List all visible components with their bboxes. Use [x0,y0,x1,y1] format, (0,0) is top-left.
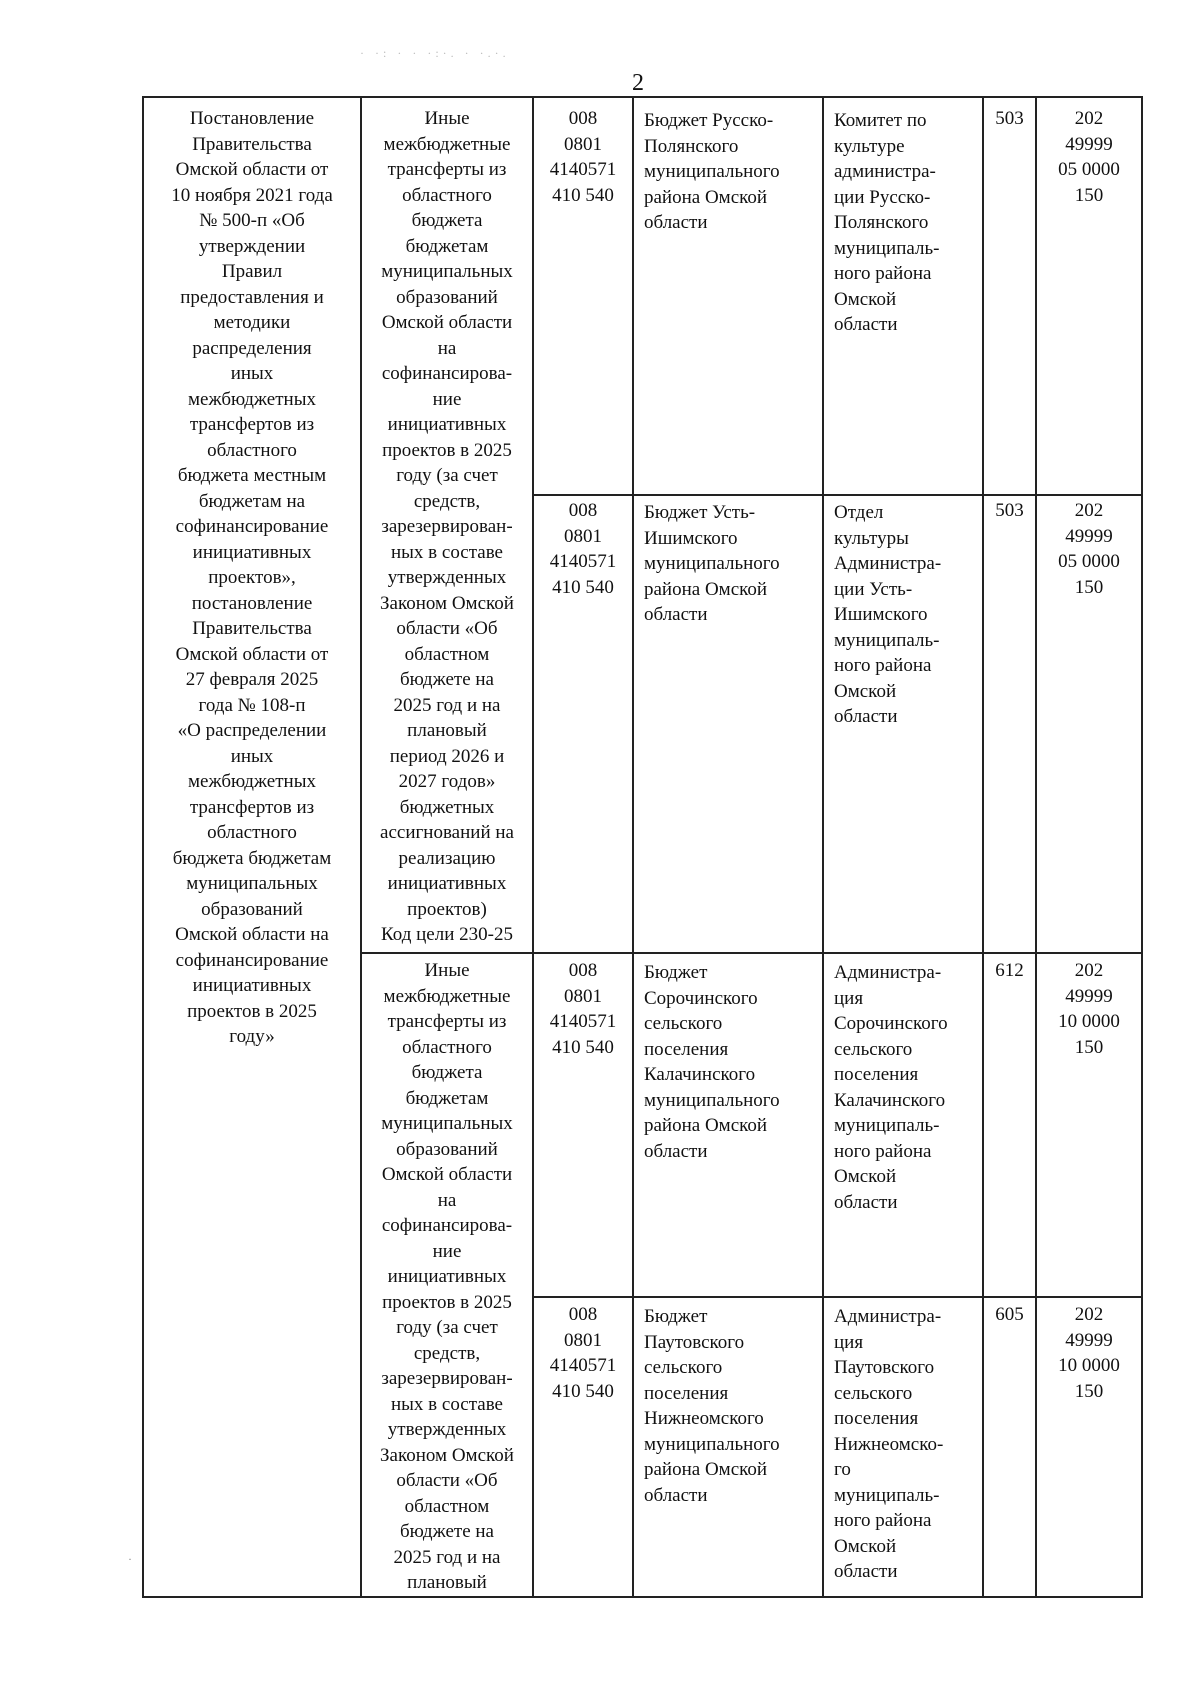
revenue-classification-code: 202 49999 05 0000 150 [1058,108,1120,206]
scan-edge-mark: · [128,1552,132,1566]
transfer-purpose-cell: Иные межбюджетные трансферты из областного бюджета бюджетам муниципальных образований Омской области на софинансирова- ние инициативных проектов в 2025 году (за счет средств, зарезервирован- ных в составе утвержденных Законом Омской области «Об областном бюджете на 2025 год и на плановый период 2026 и 2027 годов» бюджетных ассигнований на реализацию инициативных проектов) Код цели 230-25 [380,108,514,945]
table-border-bottom [142,1596,1143,1598]
recipient-budget-name: Бюджет Сорочинского сельского поселения Калачинского муниципального района Омской области [644,962,780,1162]
scan-noise: · ·: · · ·:·. · ·.·. [360,46,510,60]
legal-basis-cell: Постановление Правительства Омской области от 10 ноября 2021 года № 500-п «Об утверждении Правил предоставления и методики распределения иных межбюджетных трансфертов из областного бюджета местным бюджетам на софинансирование инициативных проектов», постановление Правительства Омской области от 27 февраля 2025 года № 108-п «О распределении иных межбюджетных трансфертов из областного бюджета бюджетам муниципальных образований Омской области на софинансирование инициативных проектов в 2025 году» [171,108,333,1047]
transfer-purpose-cell: Иные межбюджетные трансферты из областного бюджета бюджетам муниципальных образований Омской области на софинансирова- ние инициативных проектов в 2025 году (за счет средств, зарезервирован- ных в составе утвержденных Законом Омской области «Об областном бюджете на 2025 год и на плановый [380,960,514,1593]
administrator-name: Администра- ция Сорочинского сельского поселения Калачинского муниципаль- ного района Омской области [834,962,948,1213]
table-border-top [142,96,1143,98]
revenue-classification-code: 202 49999 05 0000 150 [1058,500,1120,598]
grbs-code: 503 [995,108,1024,129]
administrator-name: Комитет по культуре администра- ции Русско- Полянского муниципаль- ного района Омской области [834,110,940,335]
column-separator [632,96,634,1598]
administrator-name: Администра- ция Паутовского сельского поселения Нижнеомско- го муниципаль- ного района Омской области [834,1306,944,1582]
recipient-budget-name: Бюджет Паутовского сельского поселения Нижнеомского муниципального района Омской области [644,1306,780,1506]
budget-classification-code: 008 0801 4140571 410 540 [549,500,617,598]
budget-classification-code: 008 0801 4140571 410 540 [549,108,617,206]
recipient-budget-name: Бюджет Усть- Ишимского муниципального района Омской области [644,502,780,625]
budget-classification-code: 008 0801 4140571 410 540 [549,1304,617,1402]
recipient-budget-name: Бюджет Русско- Полянского муниципального района Омской области [644,110,780,233]
page-number: 2 [632,70,644,96]
column-separator [822,96,824,1598]
administrator-name: Отдел культуры Администра- ции Усть- Ишимского муниципаль- ного района Омской области [834,502,942,727]
budget-classification-code: 008 0801 4140571 410 540 [549,960,617,1058]
table-border-right [1141,96,1143,1598]
grbs-code: 605 [995,1304,1024,1325]
revenue-classification-code: 202 49999 10 0000 150 [1058,1304,1120,1402]
grbs-code: 612 [995,960,1024,981]
grbs-code: 503 [995,500,1024,521]
revenue-classification-code: 202 49999 10 0000 150 [1058,960,1120,1058]
